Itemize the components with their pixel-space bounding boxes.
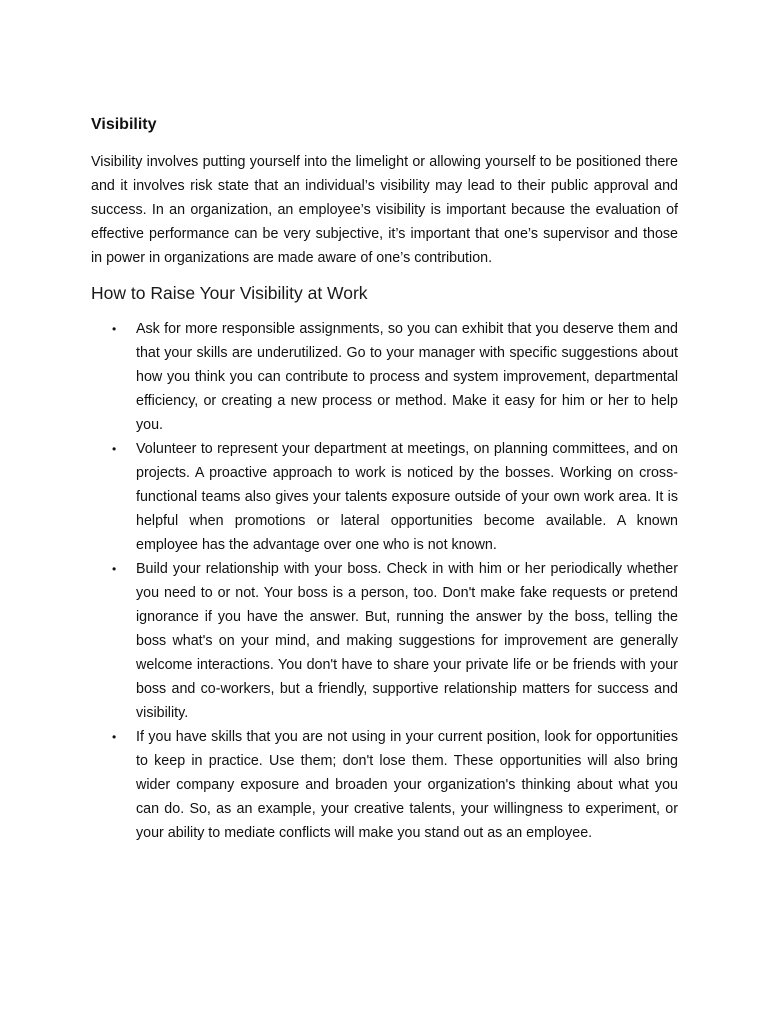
bullet-icon: • (112, 730, 117, 744)
list-item-text: Build your relationship with your boss. Check in with him or her periodically whether you need to or not. Your boss is a person, too. Don't make fake requests or pretend ignorance if you have the answer. But, running the answer by the boss, telling the boss what's on your mind, and making suggestions for improvement are generally welcome interactions. You don't have to share your private life or be friends with your boss and co-workers, but a friendly, supportive relationship matters for success and visibility. (136, 561, 678, 721)
list-item (91, 317, 678, 437)
section-heading: Visibility (91, 116, 157, 133)
list-item-text: If you have skills that you are not using in your current position, look for opportunities to keep in practice. Use them; don't lose them. These opportunities will also bring wider company exposure and broaden your organization's thinking about what you can do. So, as an example, your creative talents, your willingness to experiment, or your ability to mediate conflicts will make you stand out as an employee. (136, 729, 678, 841)
bullet-icon: • (112, 562, 117, 576)
list-item (91, 437, 678, 557)
bullet-list (91, 317, 678, 845)
list-item (91, 557, 678, 725)
list-item (91, 725, 678, 845)
bullet-icon: • (112, 442, 117, 456)
document-page (91, 114, 678, 845)
subheading: How to Raise Your Visibility at Work (91, 283, 368, 303)
list-item-text: Volunteer to represent your department at meetings, on planning committees, and on projects. A proactive approach to work is noticed by the bosses. Working on cross-functional teams also gives your talents exposure outside of your own work area. It is helpful when promotions or lateral opportunities become available. A known employee has the advantage over one who is not known. (136, 441, 678, 553)
bullet-icon: • (112, 322, 117, 336)
intro-paragraph: Visibility involves putting yourself into the limelight or allowing yourself to be positioned there and it involves risk state that an individual’s visibility may lead to their public approval and success. In an organization, an employee’s visibility is important because the evaluation of effective performance can be very subjective, it’s important that one’s supervisor and those in power in organizations are made aware of one’s contribution. (91, 154, 678, 266)
list-item-text: Ask for more responsible assignments, so you can exhibit that you deserve them and that your skills are underutilized. Go to your manager with specific suggestions about how you think you can contribute to process and system improvement, departmental efficiency, or creating a new process or method. Make it easy for him or her to help you. (136, 321, 678, 433)
